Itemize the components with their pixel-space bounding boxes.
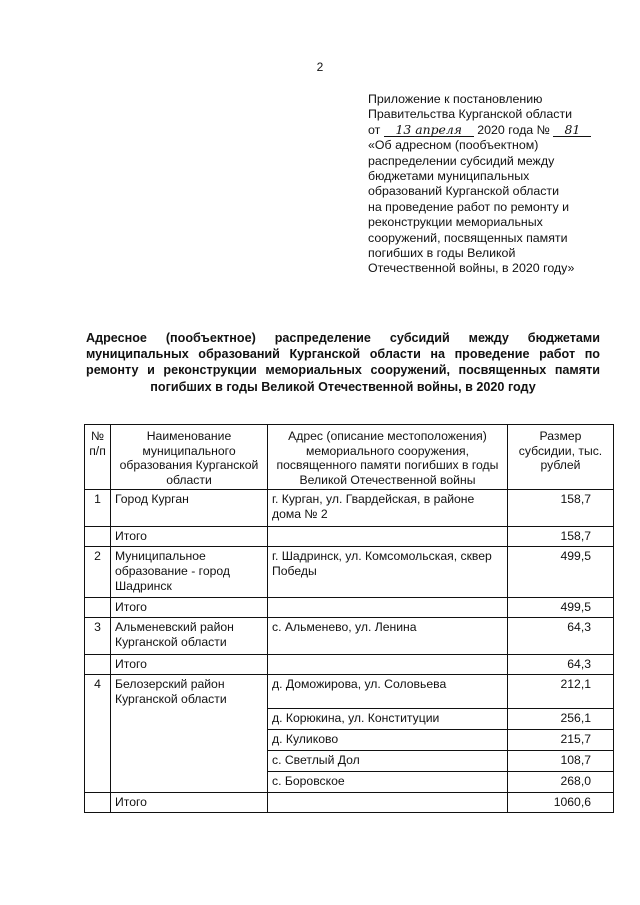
municipality-cell: Муниципальное образование - город Шадринск — [111, 547, 268, 598]
amount-cell: 158,7 — [508, 490, 614, 527]
document-title: Адресное (пообъектное) распределение субсидий между бюджетами муниципальных образований Курганской области на проведение работ по ремонту и реконструкции мемориальных сооружений, посвященных памяти погибших в годы Великой Отечественной войны, в 2020 году — [86, 331, 600, 394]
municipality-cell — [111, 751, 268, 772]
appendix-block — [368, 92, 618, 277]
amount-cell: 108,7 — [508, 751, 614, 772]
address-cell: с. Альменево, ул. Ленина — [268, 618, 508, 655]
appendix-line: образований Курганской области — [368, 184, 560, 199]
appendix-line: Отечественной войны, в 2020 году» — [368, 261, 575, 276]
address-cell: д. Куликово — [268, 730, 508, 751]
header-municipality: Наименование муниципального образования Курганской области — [111, 425, 268, 490]
appendix-line: погибших в годы Великой — [368, 246, 516, 261]
total-row — [85, 793, 614, 813]
amount-cell: 158,7 — [508, 527, 614, 547]
row-number — [85, 730, 111, 751]
table-row — [85, 772, 614, 793]
total-label: Итого — [111, 793, 268, 813]
appendix-line: распределении субсидий между — [368, 153, 555, 168]
handwritten-date: 13 апреля — [384, 123, 474, 137]
address-cell — [268, 655, 508, 675]
total-row — [85, 527, 614, 547]
row-number — [85, 527, 111, 547]
address-cell: д. Доможирова, ул. Соловьева — [268, 675, 508, 709]
municipality-cell: Альменевский район Курганской области — [111, 618, 268, 655]
amount-cell: 212,1 — [508, 675, 614, 709]
amount-cell: 499,5 — [508, 598, 614, 618]
total-row — [85, 655, 614, 675]
amount-cell: 64,3 — [508, 618, 614, 655]
municipality-cell — [111, 730, 268, 751]
amount-cell: 499,5 — [508, 547, 614, 598]
address-cell: д. Корюкина, ул. Конституции — [268, 709, 508, 730]
municipality-cell — [111, 709, 268, 730]
header-address: Адрес (описание местоположения) мемориального сооружения, посвященного памяти погибших в годы Великой Отечественной войны — [268, 425, 508, 490]
address-cell — [268, 598, 508, 618]
allocation-table — [84, 424, 614, 813]
amount-cell: 256,1 — [508, 709, 614, 730]
row-number — [85, 655, 111, 675]
appendix-line: бюджетами муниципальных — [368, 169, 530, 184]
appendix-line: Правительства Курганской области — [368, 107, 573, 122]
table-row — [85, 547, 614, 598]
table-header-row — [85, 425, 614, 490]
page-number: 2 — [316, 60, 324, 74]
total-label: Итого — [111, 655, 268, 675]
table-row — [85, 730, 614, 751]
row-number: 1 — [85, 490, 111, 527]
total-label: Итого — [111, 598, 268, 618]
header-number: № п/п — [85, 425, 111, 490]
year-text: 2020 года № — [477, 122, 550, 137]
municipality-cell — [111, 772, 268, 793]
table-row — [85, 751, 614, 772]
address-cell — [268, 793, 508, 813]
from-label: от — [368, 122, 381, 137]
amount-cell: 215,7 — [508, 730, 614, 751]
appendix-line: на проведение работ по ремонту и — [368, 199, 570, 214]
table-row — [85, 709, 614, 730]
address-cell — [268, 527, 508, 547]
row-number — [85, 709, 111, 730]
amount-cell: 64,3 — [508, 655, 614, 675]
address-cell: г. Курган, ул. Гвардейская, в районе дома № 2 — [268, 490, 508, 527]
table-row — [85, 675, 614, 709]
address-cell: г. Шадринск, ул. Комсомольская, сквер Победы — [268, 547, 508, 598]
total-row — [85, 598, 614, 618]
row-number — [85, 751, 111, 772]
table-row — [85, 490, 614, 527]
row-number: 4 — [85, 675, 111, 709]
municipality-cell: Белозерский район Курганской области — [111, 675, 268, 709]
amount-cell: 1060,6 — [508, 793, 614, 813]
row-number — [85, 598, 111, 618]
row-number: 3 — [85, 618, 111, 655]
appendix-line: «Об адресном (пообъектном) — [368, 138, 539, 153]
municipality-cell: Город Курган — [111, 490, 268, 527]
row-number — [85, 793, 111, 813]
appendix-line: реконструкции мемориальных — [368, 215, 543, 230]
address-cell: с. Боровское — [268, 772, 508, 793]
row-number — [85, 772, 111, 793]
table-row — [85, 618, 614, 655]
handwritten-number: 81 — [553, 123, 591, 137]
total-label: Итого — [111, 527, 268, 547]
appendix-line: сооружений, посвященных памяти — [368, 230, 568, 245]
header-amount: Размер субсидии, тыс. рублей — [508, 425, 614, 490]
appendix-line: Приложение к постановлению — [368, 92, 543, 106]
amount-cell: 268,0 — [508, 772, 614, 793]
address-cell: с. Светлый Дол — [268, 751, 508, 772]
appendix-date-line — [368, 123, 618, 138]
row-number: 2 — [85, 547, 111, 598]
